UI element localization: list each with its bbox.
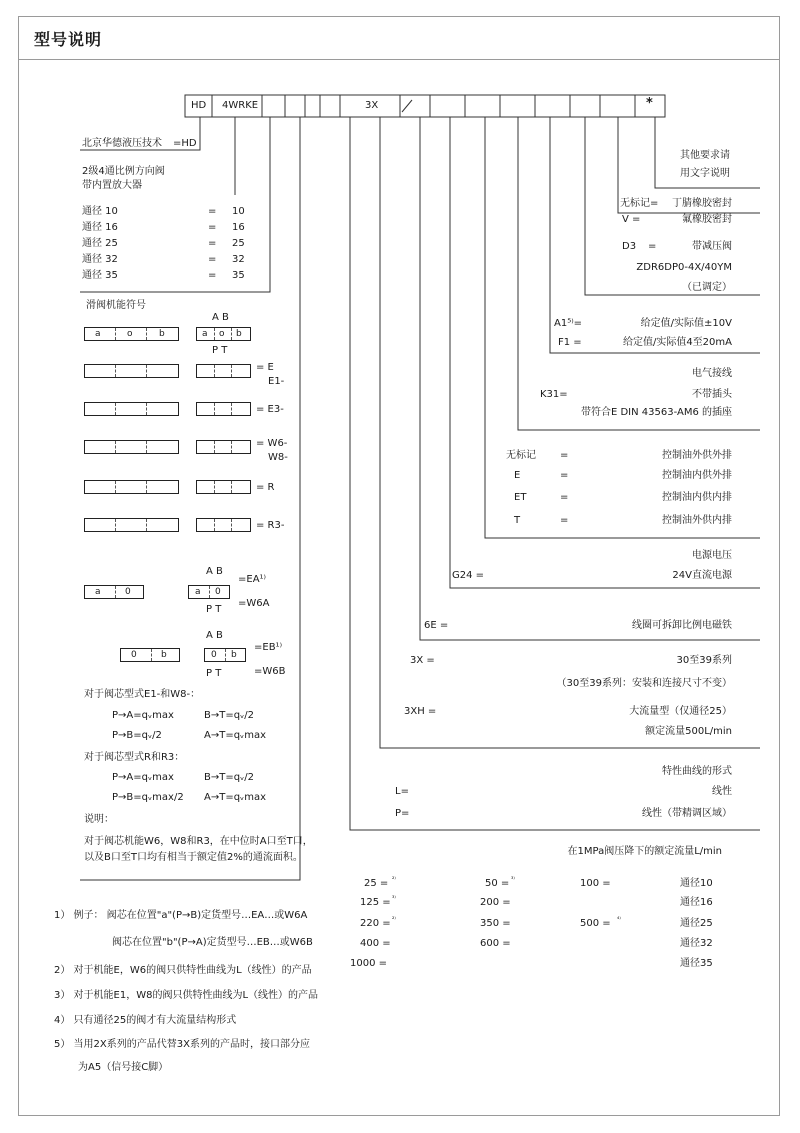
code-hd: HD: [191, 100, 207, 111]
3x-note: （30至39系列：安装和连接尺寸不变）: [556, 678, 732, 689]
3xh-value-2: 额定流量500L/min: [645, 726, 732, 737]
k31-value-1: 不带插头: [692, 389, 732, 400]
rr3-title: 对于阀芯型式R和R3：: [84, 752, 185, 763]
flow-a: 25 =: [364, 878, 389, 889]
spool-symbol: [84, 480, 179, 494]
flow-formula: P→A=qᵥmax: [112, 710, 174, 721]
flow-a: 400 =: [360, 938, 391, 949]
sym-0: 0: [125, 587, 131, 597]
spool-symbol-a0-small: [188, 585, 230, 599]
spool-symbol: [84, 364, 179, 378]
curve-l-key: L=: [395, 786, 409, 797]
spool-w6b: =W6B: [254, 666, 286, 677]
pilot-eq: =: [560, 450, 569, 461]
spool-r: = R: [256, 482, 275, 493]
port-ab: A B: [206, 630, 223, 641]
sym-0: 0: [215, 587, 221, 597]
spool-symbol: [84, 402, 179, 416]
flow-a: 220 =: [360, 918, 391, 929]
seal-1-value: 丁腈橡胶密封: [672, 198, 732, 209]
spool-symbol: [84, 518, 179, 532]
flow-d: 通径32: [680, 938, 713, 949]
flow-a: 1000 =: [350, 958, 388, 969]
flow-c: 500 =: [580, 918, 611, 929]
spool-symbol-a0: [84, 585, 144, 599]
flow-formula: P→B=qᵥmax/2: [112, 792, 184, 803]
sym-0: 0: [211, 650, 217, 660]
spool-ea: =EA¹⁾: [238, 574, 267, 585]
spool-symbol-0b: [120, 648, 180, 662]
size-label: 通径 35: [82, 270, 118, 281]
manufacturer: 北京华德液压技术: [82, 138, 162, 149]
k31-key: K31=: [540, 389, 568, 400]
sym-b: b: [159, 329, 165, 339]
flow-c: 100 =: [580, 878, 611, 889]
d3-value: 带减压阀: [692, 241, 732, 252]
size-label: 通径 25: [82, 238, 118, 249]
port-ab: A B: [212, 312, 229, 323]
6e-key: 6E =: [424, 620, 449, 631]
spool-r3: = R3-: [256, 520, 285, 531]
sym-b: b: [236, 329, 242, 339]
sym-b: b: [231, 650, 237, 660]
elec-title: 电气接线: [692, 368, 732, 379]
port-pt: P T: [206, 668, 222, 679]
flow-sup: ²⁾: [392, 876, 396, 883]
3x-value: 30至39系列: [676, 655, 732, 666]
flow-formula: B→T=qᵥ/2: [204, 710, 254, 721]
footnote-3: 3） 对于机能E1，W8的阀只供特性曲线为L（线性）的产品: [54, 990, 319, 1001]
pilot-eq: =: [560, 470, 569, 481]
footnote-5b: 为A5（信号接C脚）: [78, 1062, 169, 1073]
sym-a: a: [95, 587, 101, 597]
sym-a: a: [95, 329, 101, 339]
flow-formula: P→B=qᵥ/2: [112, 730, 162, 741]
sym-a: a: [195, 587, 201, 597]
flow-d: 通径16: [680, 897, 713, 908]
pilot-value: 控制油外供外排: [662, 450, 732, 461]
footnote-1a: 1） 例子： 阀芯在位置"a"(P→B)定货型号…EA…或W6A: [54, 910, 308, 921]
flow-title: 在1MPa阀压降下的额定流量L/min: [567, 846, 722, 857]
pilot-key: T: [514, 515, 521, 526]
pilot-key: ET: [514, 492, 527, 503]
footnote-5a: 5） 当用2X系列的产品代替3X系列的产品时，接口部分应: [54, 1039, 310, 1050]
other-req-1: 其他要求请: [680, 150, 730, 161]
curve-l-value: 线性: [712, 786, 732, 797]
spool-title: 滑阀机能符号: [86, 300, 146, 311]
flow-b: 50 =: [485, 878, 510, 889]
flow-a: 125 =: [360, 897, 391, 908]
pilot-eq: =: [560, 515, 569, 526]
a1-value: 给定值/实际值±10V: [640, 318, 732, 329]
sym-0: 0: [131, 650, 137, 660]
spool-eb: =EB¹⁾: [254, 642, 283, 653]
footnote-1b: 阀芯在位置"b"(P→A)定货型号…EB…或W6B: [112, 937, 313, 948]
6e-value: 线圈可拆卸比例电磁铁: [632, 620, 732, 631]
port-pt: P T: [206, 604, 222, 615]
valve-desc-2: 带内置放大器: [82, 180, 142, 191]
port-ab: A B: [206, 566, 223, 577]
size-eq: =: [208, 222, 217, 233]
spool-symbol: [196, 518, 251, 532]
note-title: 说明：: [84, 814, 114, 825]
size-val: 16: [232, 222, 245, 233]
spool-symbol-aob-small: [196, 327, 251, 341]
spool-e3: = E3-: [256, 404, 284, 415]
curve-p-value: 线性（带精调区域）: [642, 808, 732, 819]
pilot-key: 无标记: [506, 450, 536, 461]
pilot-value: 控制油内供外排: [662, 470, 732, 481]
k31-value-2: 带符合E DIN 43563-AM6 的插座: [580, 407, 732, 418]
spool-symbol: [84, 440, 179, 454]
g24-key: G24 =: [452, 570, 485, 581]
f1-value: 给定值/实际值4至20mA: [622, 337, 732, 348]
code-star: *: [646, 96, 653, 111]
pilot-value: 控制油内供内排: [662, 492, 732, 503]
size-eq: =: [208, 206, 217, 217]
e1w8-title: 对于阀芯型式E1-和W8-：: [84, 689, 201, 700]
size-eq: =: [208, 254, 217, 265]
sym-o: o: [219, 329, 225, 339]
size-val: 10: [232, 206, 245, 217]
manufacturer-code: =HD: [173, 138, 197, 149]
flow-formula: A→T=qᵥmax: [204, 730, 267, 741]
pilot-eq: =: [560, 492, 569, 503]
spool-symbol: [196, 402, 251, 416]
curve-p-key: P=: [395, 808, 410, 819]
pilot-key: E: [514, 470, 521, 481]
spool-symbol: [196, 440, 251, 454]
curve-title: 特性曲线的形式: [662, 766, 732, 777]
code-3x: 3X: [365, 100, 379, 111]
size-eq: =: [208, 270, 217, 281]
flow-d: 通径10: [680, 878, 713, 889]
spool-symbol: [196, 364, 251, 378]
flow-sup: ⁴⁾: [617, 916, 621, 923]
spool-e1: E1-: [268, 376, 285, 387]
seal-1-key: 无标记=: [620, 198, 659, 209]
note-line-2: 以及B口至T口均有相当于额定值2%的通流面积。: [84, 852, 303, 863]
code-4wrke: 4WRKE: [222, 100, 259, 111]
3xh-key: 3XH =: [404, 706, 437, 717]
voltage-title: 电源电压: [692, 550, 732, 561]
note-line-1: 对于阀芯机能W6，W8和R3，在中位时A口至T口，: [84, 836, 313, 847]
footnote-2: 2） 对于机能E，W6的阀只供特性曲线为L（线性）的产品: [54, 965, 312, 976]
flow-formula: B→T=qᵥ/2: [204, 772, 254, 783]
sym-a: a: [202, 329, 208, 339]
d3-model: ZDR6DP0-4X/40YM: [636, 262, 732, 273]
size-label: 通径 32: [82, 254, 118, 265]
flow-d: 通径25: [680, 918, 713, 929]
port-pt: P T: [212, 345, 228, 356]
size-label: 通径 16: [82, 222, 118, 233]
flow-d: 通径35: [680, 958, 713, 969]
seal-2-key: V =: [622, 214, 641, 225]
size-eq: =: [208, 238, 217, 249]
size-val: 35: [232, 270, 245, 281]
a1-key: A1⁵⁾=: [554, 318, 583, 329]
flow-sup: ³⁾: [392, 895, 396, 902]
spool-symbol-aob: [84, 327, 179, 341]
flow-formula: P→A=qᵥmax: [112, 772, 174, 783]
spool-w6: = W6-: [256, 438, 288, 449]
flow-sup: ³⁾: [511, 876, 515, 883]
flow-b: 600 =: [480, 938, 511, 949]
flow-sup: ²⁾: [392, 916, 396, 923]
d3-eq: =: [648, 241, 657, 252]
g24-value: 24V直流电源: [672, 570, 732, 581]
page-title: 型号说明: [34, 30, 103, 49]
flow-b: 350 =: [480, 918, 511, 929]
d3-adjusted: （已调定）: [682, 282, 732, 293]
spool-symbol-0b-small: [204, 648, 246, 662]
size-val: 25: [232, 238, 245, 249]
valve-desc-1: 2级4通比例方向阀: [82, 166, 165, 177]
spool-w8: W8-: [268, 452, 288, 463]
sym-o: o: [127, 329, 133, 339]
3x-key: 3X =: [410, 655, 435, 666]
spool-w6a: =W6A: [238, 598, 270, 609]
d3-key: D3: [622, 241, 637, 252]
3xh-value-1: 大流量型（仅通径25）: [629, 706, 732, 717]
other-req-2: 用文字说明: [680, 168, 730, 179]
footnote-4: 4） 只有通径25的阀才有大流量结构形式: [54, 1015, 237, 1026]
spool-e: = E: [256, 362, 274, 373]
pilot-value: 控制油外供内排: [662, 515, 732, 526]
size-val: 32: [232, 254, 245, 265]
size-label: 通径 10: [82, 206, 118, 217]
spool-symbol: [196, 480, 251, 494]
sym-b: b: [161, 650, 167, 660]
flow-b: 200 =: [480, 897, 511, 908]
seal-2-value: 氟橡胶密封: [682, 214, 732, 225]
flow-formula: A→T=qᵥmax: [204, 792, 267, 803]
f1-key: F1 =: [558, 337, 582, 348]
